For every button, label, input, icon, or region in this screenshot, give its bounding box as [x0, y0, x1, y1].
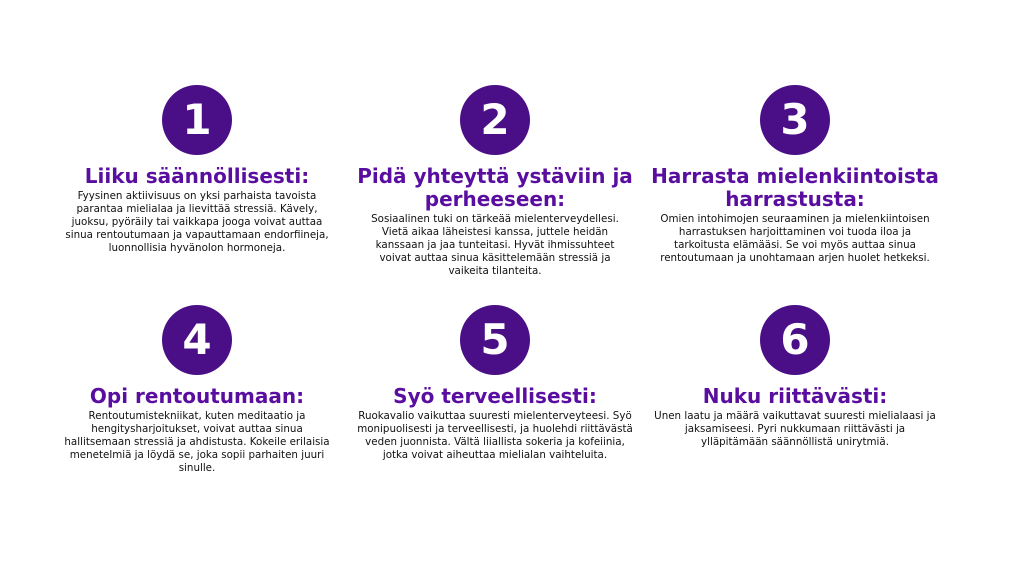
tip-text: Rentoutumistekniikat, kuten meditaatio ja hengitysharjoitukset, voivat auttaa sinua hallitsemaan stressiä ja ahdistusta. Kokeile erilaisia menetelmiä ja löydä se, joka sopii parhaiten juuri sinulle.	[64, 410, 330, 474]
number-badge: 5	[460, 305, 530, 375]
tip-text: Sosiaalinen tuki on tärkeää mielenterveydellesi. Vietä aikaa läheistesi kanssa, juttele heidän kanssaan ja jaa tunteitasi. Hyvät ihmissuhteet voivat auttaa sinua käsittelemään stressiä ja vaikeita tilanteita.	[371, 213, 619, 277]
tip-card-3	[647, 85, 943, 265]
tip-card-1	[49, 85, 345, 255]
tip-card-2	[347, 85, 643, 278]
number-badge: 1	[162, 85, 232, 155]
number-badge: 3	[760, 85, 830, 155]
tip-title: Syö terveellisesti:	[393, 384, 597, 408]
number-badge: 4	[162, 305, 232, 375]
tip-title: Pidä yhteyttä ystäviin ja perheeseen:	[357, 164, 633, 211]
tip-title: Opi rentoutumaan:	[89, 384, 305, 408]
tip-card-6	[647, 305, 943, 449]
tip-text: Unen laatu ja määrä vaikuttavat suuresti mielialaasi ja jaksamiseesi. Pyri nukkumaan riittävästi ja ylläpitämään säännöllistä unirytmiä.	[654, 410, 936, 448]
number-badge: 2	[460, 85, 530, 155]
tip-title: Liiku säännöllisesti:	[84, 164, 310, 188]
tip-text: Ruokavalio vaikuttaa suuresti mielenterveyteesi. Syö monipuolisesti ja terveellisesti, ja huolehdi riittävästä veden juonnista. Vältä liiallista sokeria ja kofeiinia, jotka voivat aiheuttaa mielialan vaihteluita.	[357, 410, 633, 461]
tip-title: Nuku riittävästi:	[702, 384, 888, 408]
tip-card-4	[49, 305, 345, 475]
tip-title: Harrasta mielenkiintoista harrastusta:	[651, 164, 939, 211]
tip-text: Omien intohimojen seuraaminen ja mielenkiintoisen harrastuksen harjoittaminen voi tuoda iloa ja tarkoitusta elämääsi. Se voi myös auttaa sinua rentoutumaan ja unohtamaan arjen huolet hetkeksi.	[660, 213, 930, 264]
tip-card-5	[347, 305, 643, 462]
tip-text: Fyysinen aktiivisuus on yksi parhaista tavoista parantaa mielialaa ja lievittää stressiä. Kävely, juoksu, pyöräily tai vaikkapa jooga voivat auttaa sinua rentoutumaan ja vapauttamaan endorfiineja, luonnollisia hyvänolon hormoneja.	[65, 190, 329, 254]
number-badge: 6	[760, 305, 830, 375]
